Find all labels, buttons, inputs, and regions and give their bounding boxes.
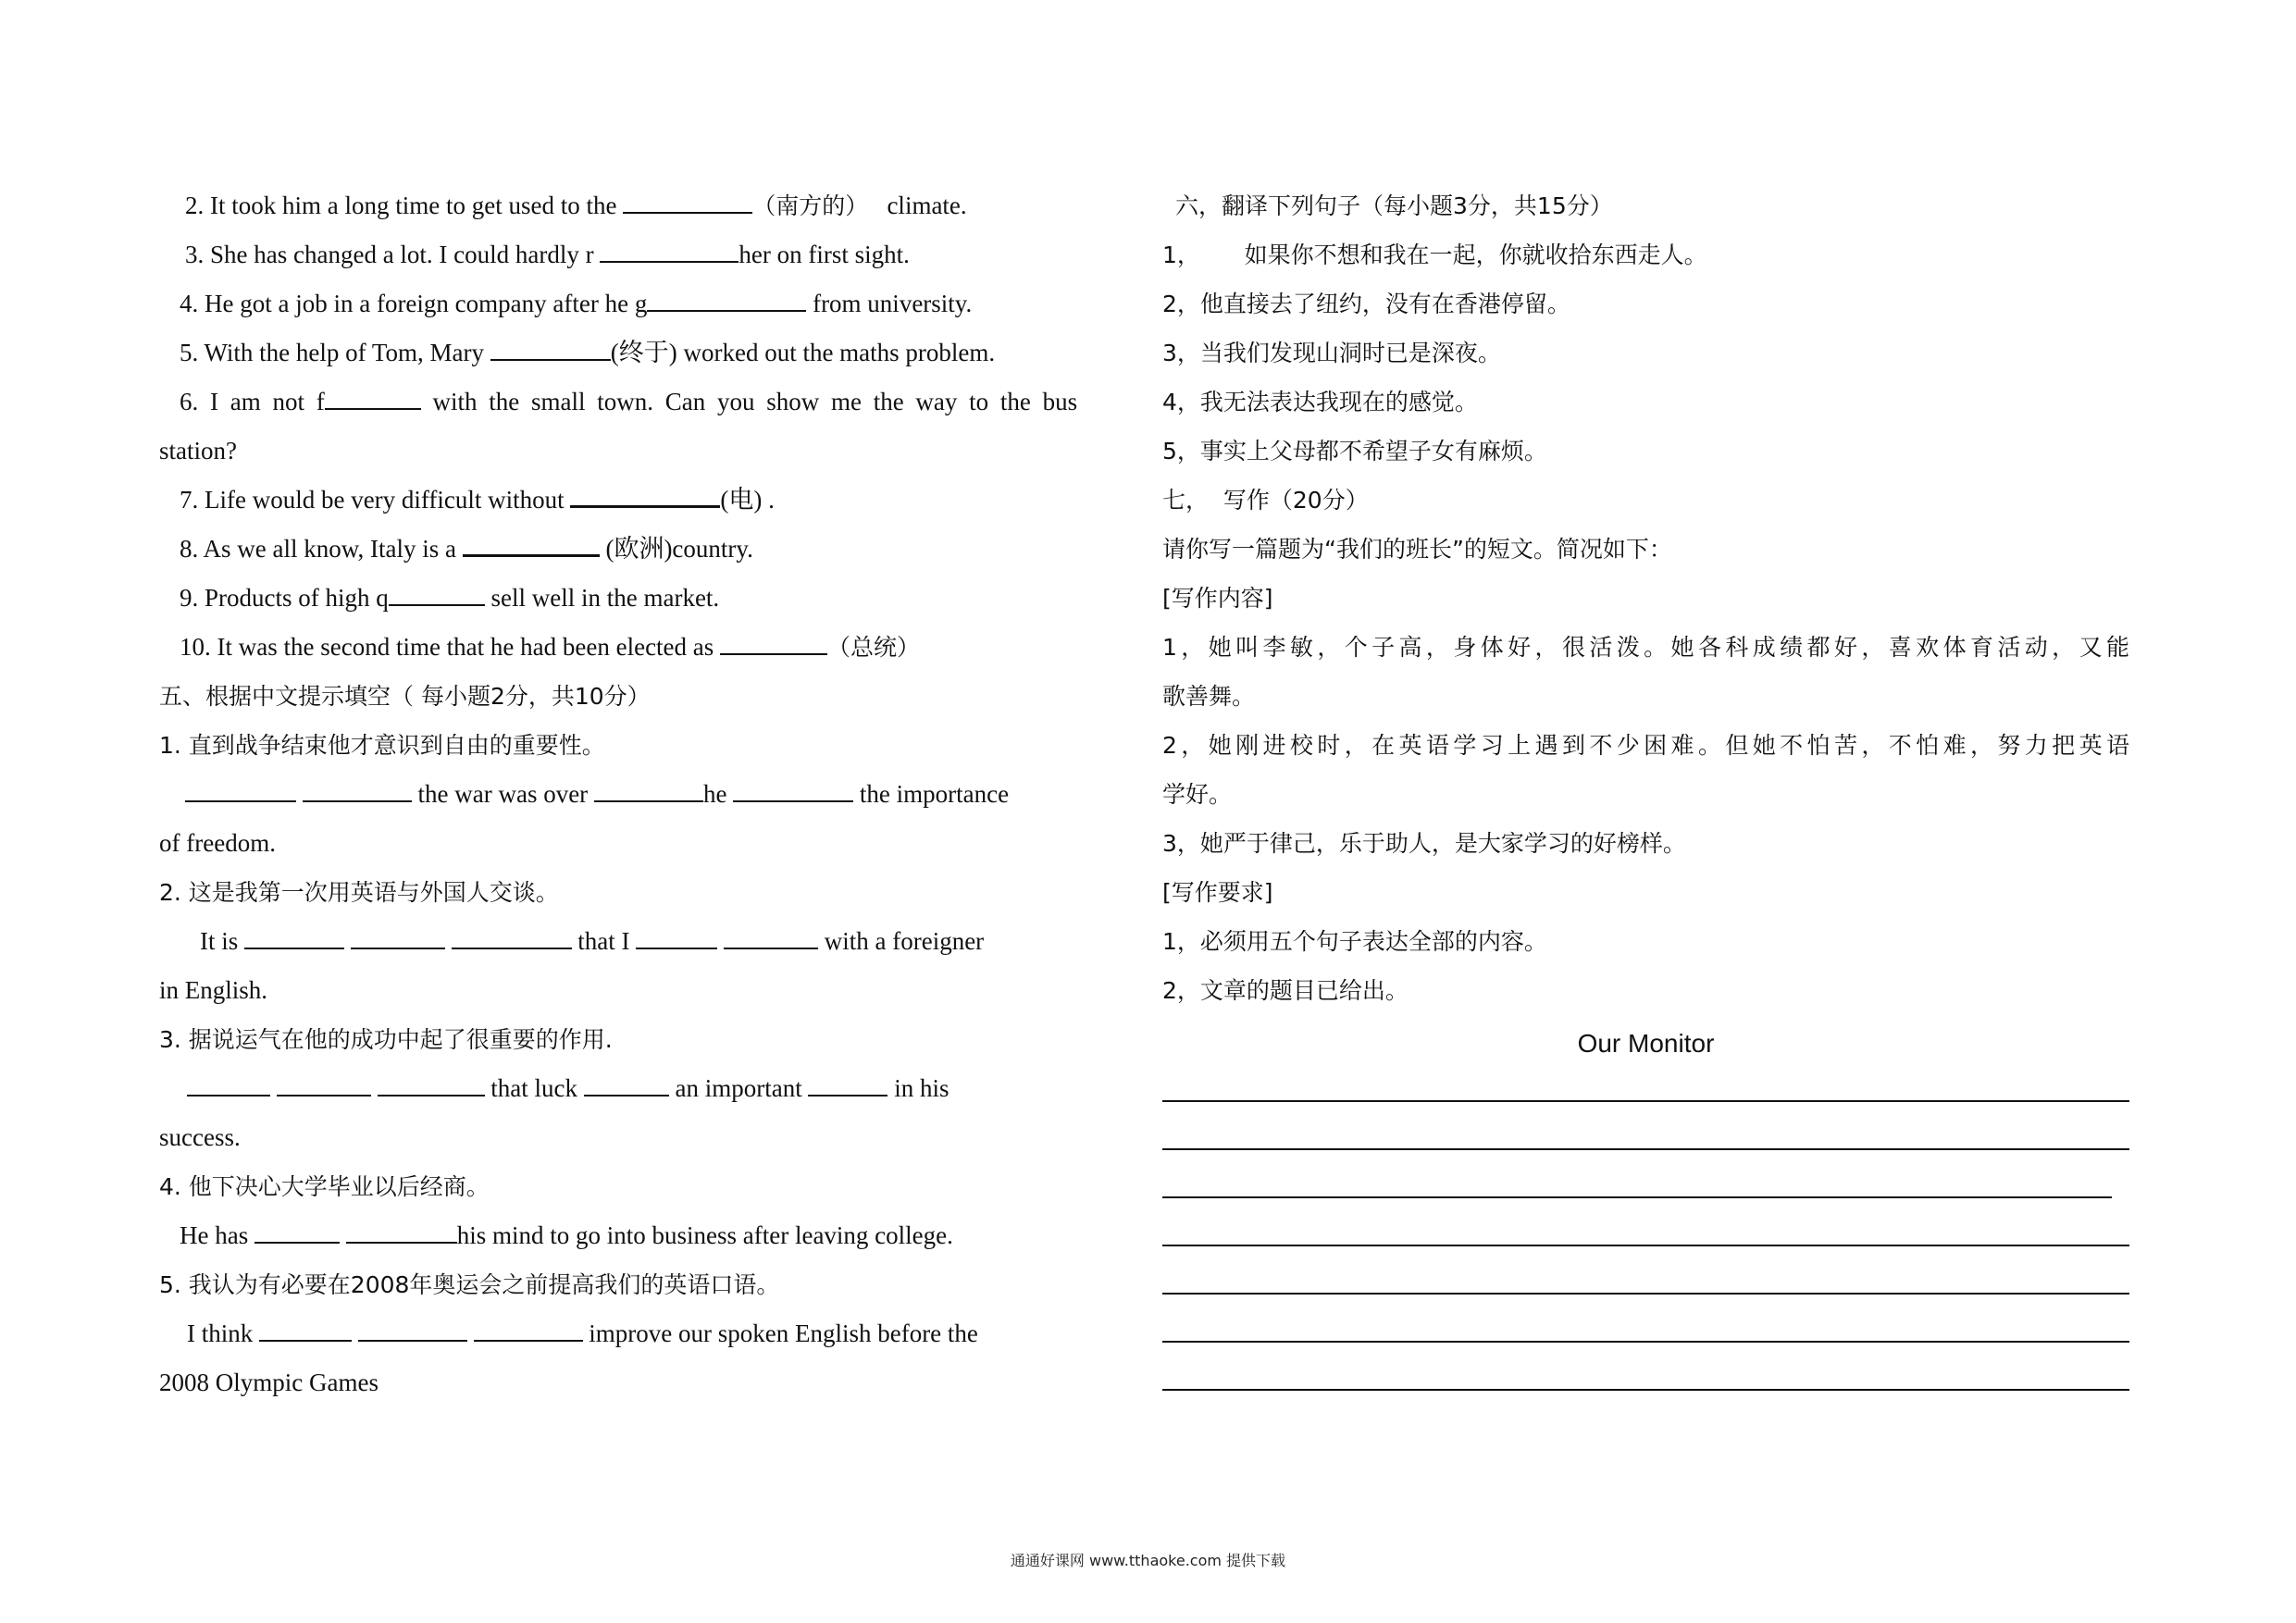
content-2: 2，她刚进校时，在英语学习上遇到不少困难。但她不怕苦，不怕难，努力把英语 [1162,732,2129,759]
writing-line[interactable] [1162,1100,2129,1102]
right-column [1162,181,2129,1391]
answer-blank[interactable] [463,532,600,557]
writing-line[interactable] [1162,1245,2129,1246]
s5-q3-english: that luck an important in his [159,1064,1122,1113]
requirements-heading: [写作要求] [1162,879,1273,906]
translate-3: 3，当我们发现山洞时已是深夜。 [1162,340,1501,366]
s5-q1-cont: of freedom. [159,829,276,857]
answer-blank[interactable] [346,1220,457,1244]
s5-q1-english: the war was over he the importance [159,770,1122,819]
answer-blank[interactable] [378,1072,485,1096]
s5-q1-chinese: 1. 直到战争结束他才意识到自由的重要性。 [159,732,605,759]
question-2: 2. It took him a long time to get used to the （南方的） climate. [185,192,967,219]
question-8: 8. As we all know, Italy is a (欧洲)country. [159,525,1122,574]
question-4: 4. He got a job in a foreign company after he g from university. [180,290,973,317]
question-3: 3. She has changed a lot. I could hardly r her on first sight. [185,241,910,268]
question-5: 5. With the help of Tom, Mary (终于) worked out the maths problem. [180,339,996,366]
answer-blank[interactable] [623,190,752,214]
s5-q4-english: He has his mind to go into business after leaving college. [180,1221,953,1249]
answer-blank[interactable] [244,925,344,949]
s5-q5-cont: 2008 Olympic Games [159,1369,379,1396]
answer-blank[interactable] [808,1072,887,1096]
answer-blank[interactable] [389,582,485,606]
essay-title: Our Monitor [1577,1029,1715,1058]
left-column [159,181,1122,1407]
writing-line[interactable] [1162,1389,2129,1391]
content-3: 3，她严于律己，乐于助人，是大家学习的好榜样。 [1162,830,1686,857]
section-5-heading: 五、根据中文提示填空（ 每小题2分，共10分） [159,683,651,710]
writing-intro: 请你写一篇题为“我们的班长”的短文。简况如下： [1162,536,1672,563]
answer-blank[interactable] [584,1072,669,1096]
s5-q2-english: It is that I with a foreigner [200,927,985,955]
answer-blank[interactable] [724,925,818,949]
question-6: 6. I am not f with the small town. Can you show me the way to the bus [180,388,1078,415]
section-7-heading: 七， 写作（20分） [1162,487,1369,514]
content-2-cont: 学好。 [1162,781,1233,808]
writing-line[interactable] [1162,1196,2112,1198]
translate-2: 2，他直接去了纽约，没有在香港停留。 [1162,291,1570,317]
s5-q3-chinese: 3. 据说运气在他的成功中起了很重要的作用. [159,1026,613,1053]
answer-blank[interactable] [254,1220,340,1244]
s5-q2-chinese: 2. 这是我第一次用英语与外国人交谈。 [159,879,559,906]
s5-q4-chinese: 4. 他下决心大学毕业以后经商。 [159,1173,490,1200]
answer-blank[interactable] [303,778,412,802]
answer-blank[interactable] [733,778,853,802]
answer-blank[interactable] [490,337,611,361]
s5-q2-cont: in English. [159,976,268,1004]
s5-q3-cont: success. [159,1123,241,1151]
requirement-2: 2，文章的题目已给出。 [1162,977,1409,1004]
question-7: 7. Life would be very difficult without (电) . [159,476,1122,525]
answer-blank[interactable] [259,1318,352,1342]
answer-blank[interactable] [185,778,296,802]
section-6-heading: 六，翻译下列句子（每小题3分，共15分） [1175,192,1613,219]
question-9: 9. Products of high q sell well in the market. [180,584,720,612]
answer-blank[interactable] [187,1072,270,1096]
question-6-cont: station? [159,437,237,465]
writing-line[interactable] [1162,1293,2129,1295]
answer-blank[interactable] [720,631,827,655]
question-10: 10. It was the second time that he had been elected as （总统） [180,633,921,661]
answer-blank[interactable] [277,1072,371,1096]
translate-1: 1， 如果你不想和我在一起，你就收拾东西走人。 [1162,242,1707,268]
answer-blank[interactable] [358,1318,467,1342]
writing-line[interactable] [1162,1148,2129,1150]
answer-blank[interactable] [647,288,806,312]
writing-line[interactable] [1162,1341,2129,1343]
answer-blank[interactable] [351,925,445,949]
content-1: 1，她叫李敏，个子高，身体好，很活泼。她各科成绩都好，喜欢体育活动，又能 [1162,634,2129,661]
footer-source: 通通好课网 www.tthaoke.com 提供下载 [1010,1552,1286,1569]
s5-q5-chinese: 5. 我认为有必要在2008年奥运会之前提高我们的英语口语。 [159,1271,780,1298]
answer-blank[interactable] [600,239,738,263]
answer-blank[interactable] [570,483,720,508]
answer-blank[interactable] [325,386,421,410]
answer-blank[interactable] [636,925,717,949]
writing-area[interactable] [1162,1100,2129,1391]
answer-blank[interactable] [474,1318,583,1342]
content-heading: [写作内容] [1162,585,1273,612]
answer-blank[interactable] [452,925,572,949]
requirement-1: 1，必须用五个句子表达全部的内容。 [1162,928,1547,955]
translate-5: 5，事实上父母都不希望子女有麻烦。 [1162,438,1547,465]
content-1-cont: 歌善舞。 [1162,683,1256,710]
answer-blank[interactable] [594,778,703,802]
s5-q5-english: I think improve our spoken English before the [187,1319,978,1347]
translate-4: 4，我无法表达我现在的感觉。 [1162,389,1478,415]
